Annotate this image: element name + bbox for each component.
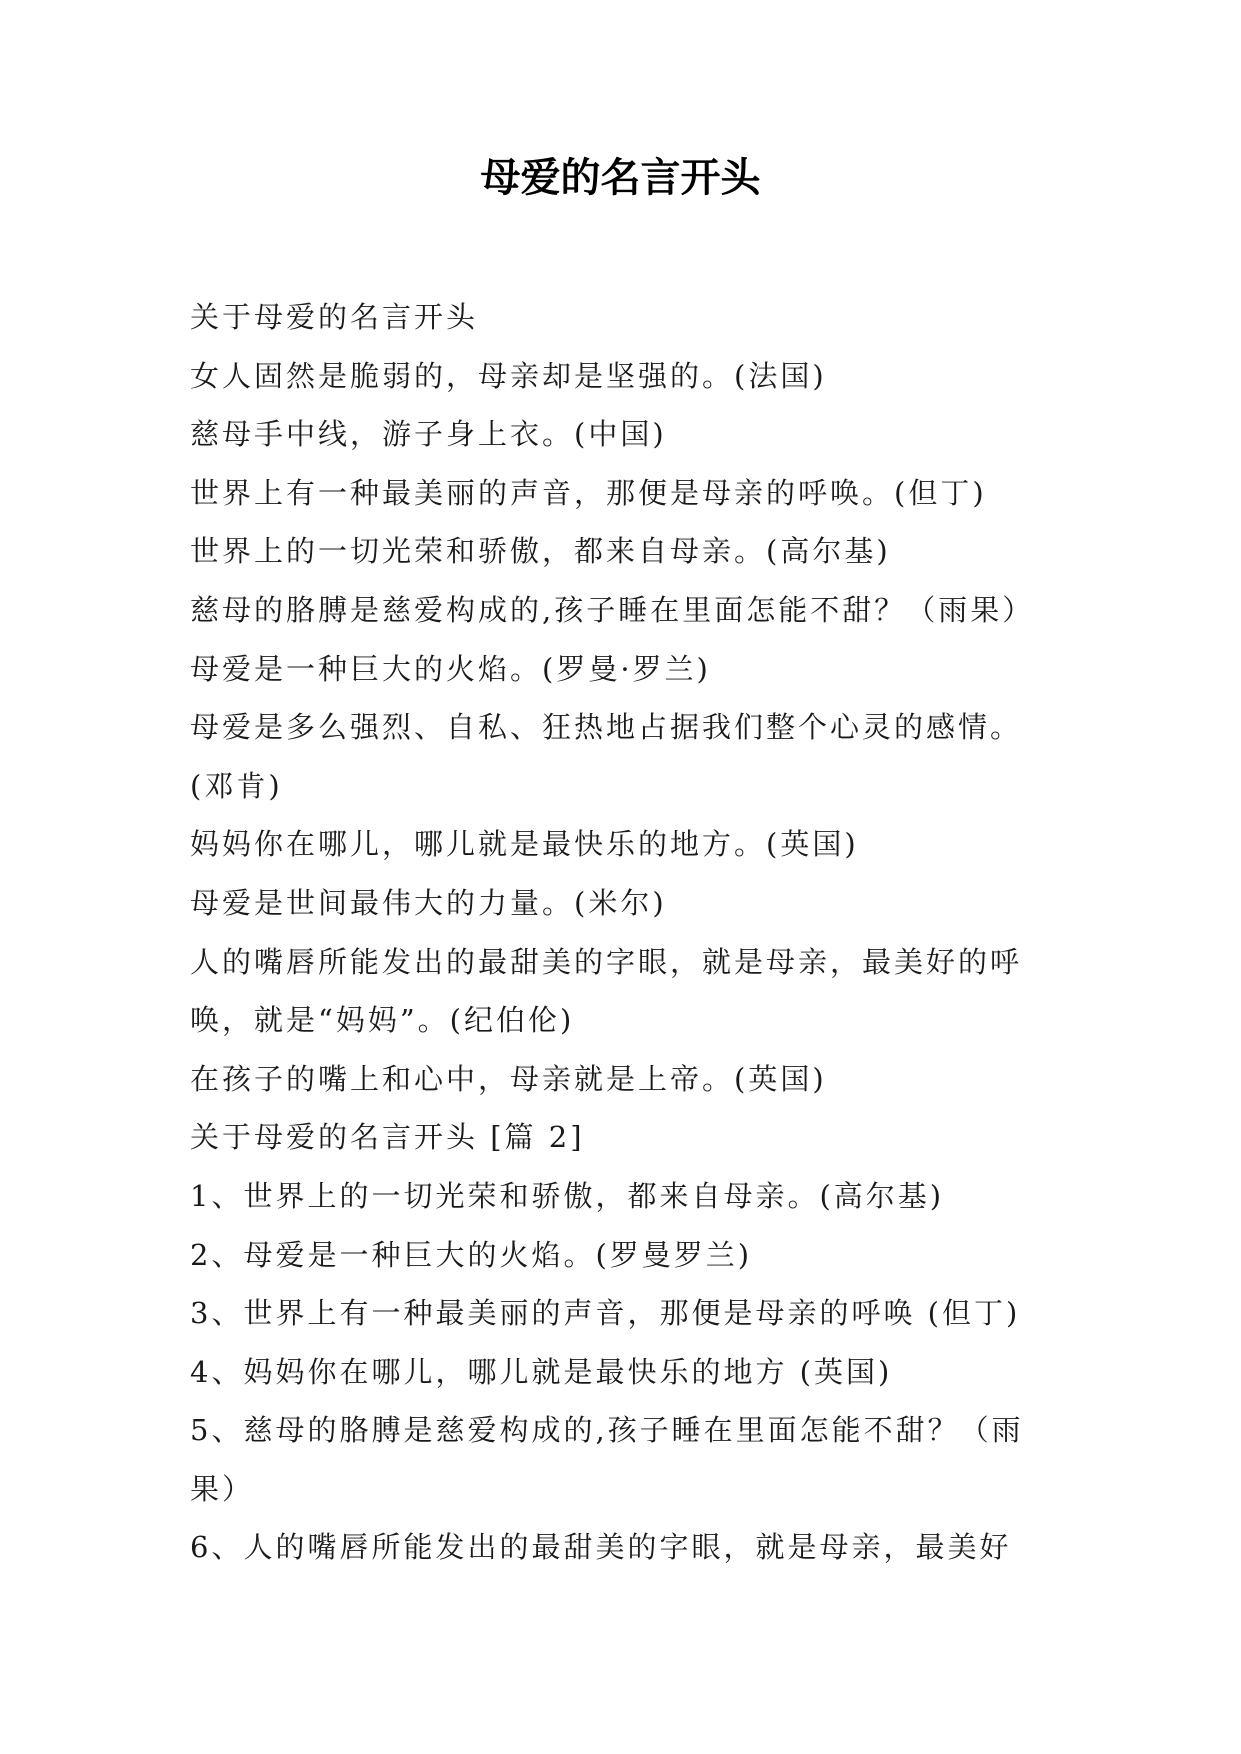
list-item: 6、人的嘴唇所能发出的最甜美的字眼，就是母亲，最美好 <box>190 1530 1012 1565</box>
text-line: (邓肯) <box>190 768 283 803</box>
list-item: 2、母爱是一种巨大的火焰。(罗曼罗兰) <box>190 1237 753 1272</box>
list-item: 4、妈妈你在哪儿，哪儿就是最快乐的地方 (英国) <box>190 1354 893 1389</box>
document-body <box>190 288 1080 1577</box>
document-title: 母爱的名言开头 <box>480 154 761 201</box>
text-line: 慈母的胳膊是慈爱构成的,孩子睡在里面怎能不甜？（雨果） <box>190 592 1035 627</box>
text-line: 母爱是多么强烈、自私、狂热地占据我们整个心灵的感情。 <box>190 710 1023 745</box>
text-line: 慈母手中线，游子身上衣。(中国) <box>190 417 667 452</box>
text-line: 人的嘴唇所能发出的最甜美的字眼，就是母亲，最美好的呼 <box>190 944 1023 979</box>
text-line: 世界上有一种最美丽的声音，那便是母亲的呼唤。(但丁) <box>190 475 987 510</box>
list-item: 5、慈母的胳膊是慈爱构成的,孩子睡在里面怎能不甜？（雨 <box>190 1413 1024 1448</box>
text-line: 世界上的一切光荣和骄傲，都来自母亲。(高尔基) <box>190 534 891 569</box>
list-item-continuation: 果） <box>190 1471 255 1506</box>
text-line: 在孩子的嘴上和心中，母亲就是上帝。(英国) <box>190 1061 827 1096</box>
text-line: 母爱是一种巨大的火焰。(罗曼·罗兰) <box>190 651 711 686</box>
list-item: 1、世界上的一切光荣和骄傲，都来自母亲。(高尔基) <box>190 1178 945 1213</box>
list-item: 3、世界上有一种最美丽的声音，那便是母亲的呼唤 (但丁) <box>190 1296 1021 1331</box>
text-line: 母爱是世间最伟大的力量。(米尔) <box>190 885 667 920</box>
text-line: 唤，就是“妈妈”。(纪伯伦) <box>190 1003 575 1038</box>
section-heading: 关于母爱的名言开头 <box>190 300 479 334</box>
section-heading: 关于母爱的名言开头 [篇 2] <box>190 1120 585 1155</box>
text-line: 妈妈你在哪儿，哪儿就是最快乐的地方。(英国) <box>190 827 859 862</box>
text-line: 女人固然是脆弱的，母亲却是坚强的。(法国) <box>190 358 827 393</box>
